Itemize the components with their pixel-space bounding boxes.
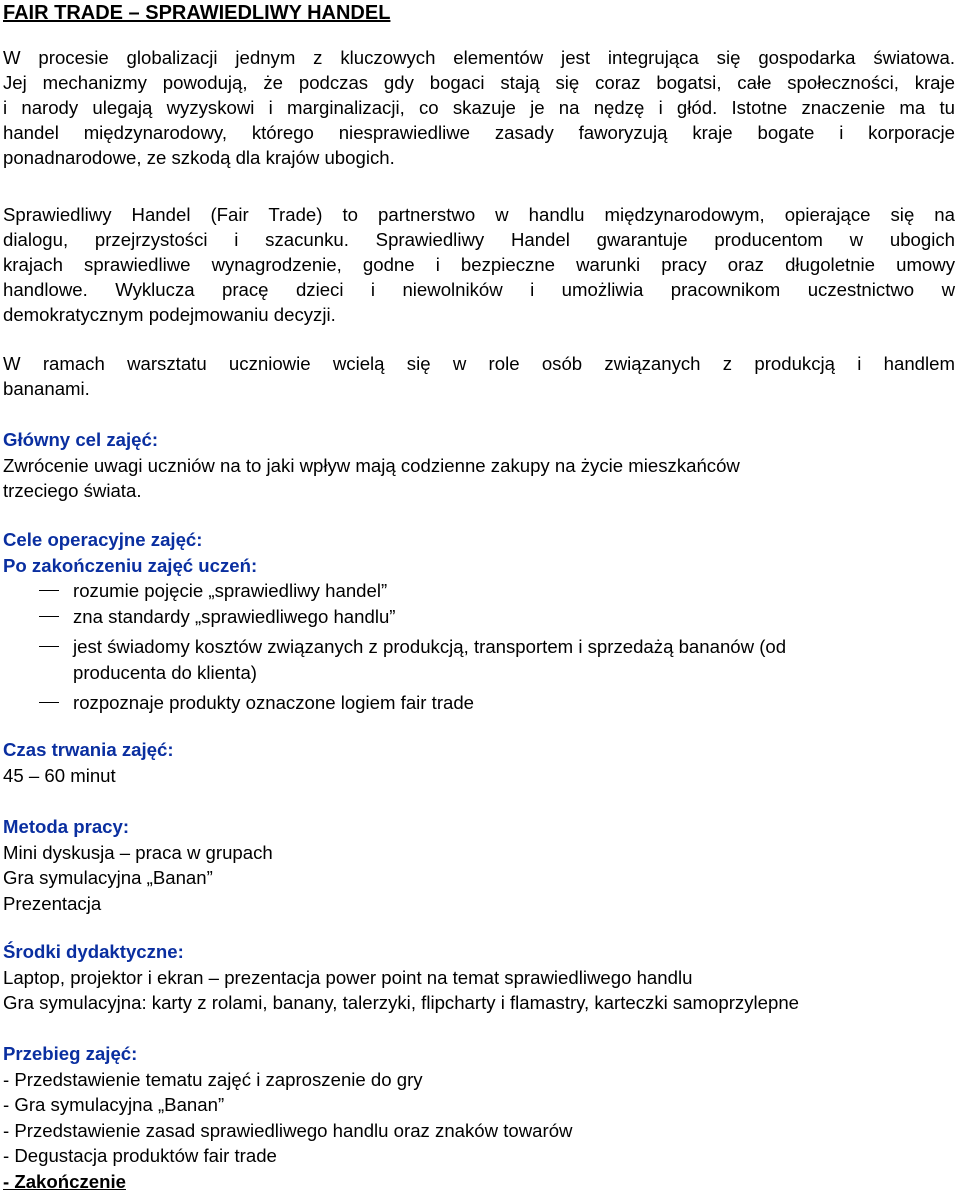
materials-heading: Środki dydaktyczne: [3, 939, 943, 965]
method-line: Prezentacja [3, 891, 943, 917]
course-line: - Gra symulacyjna „Banan” [3, 1092, 943, 1118]
course-line-final [3, 1169, 943, 1194]
course-line: - Degustacja produktów fair trade [3, 1143, 943, 1169]
goal-section [3, 427, 943, 504]
fairtrade-line: krajach sprawiedliwe wynagrodzenie, godne i bezpieczne warunki pracy oraz długoletnie umowy [3, 252, 955, 277]
course-line: - Przedstawienie tematu zajęć i zaproszenie do gry [3, 1067, 943, 1093]
materials-section [3, 939, 943, 1016]
list-item-text: zna standardy „sprawiedliwego handlu” [73, 604, 933, 630]
fairtrade-line: Sprawiedliwy Handel (Fair Trade) to partnerstwo w handlu międzynarodowym, opierające się na [3, 202, 955, 227]
fairtrade-line: demokratycznym podejmowaniu decyzji. [3, 302, 955, 327]
document-title: FAIR TRADE – SPRAWIEDLIWY HANDEL [3, 1, 390, 25]
dash-bullet-icon [39, 590, 59, 591]
duration-section [3, 737, 943, 788]
intro-line: Jej mechanizmy powodują, że podczas gdy bogaci stają się coraz bogatsi, całe społeczności, kraje [3, 70, 955, 95]
list-item-text: rozpoznaje produkty oznaczone logiem fair trade [73, 690, 933, 716]
objectives-heading: Cele operacyjne zajęć: [3, 527, 943, 553]
list-item [3, 578, 933, 604]
materials-line: Laptop, projektor i ekran – prezentacja power point na temat sprawiedliwego handlu [3, 965, 943, 991]
method-line: Gra symulacyjna „Banan” [3, 865, 943, 891]
method-section [3, 814, 943, 916]
objectives-subheading: Po zakończeniu zajęć uczeń: [3, 553, 943, 579]
workshop-line: bananami. [3, 376, 955, 401]
intro-paragraph [3, 45, 955, 170]
intro-line: handel międzynarodowy, którego niesprawiedliwe zasady faworyzują kraje bogate i korporacje [3, 120, 955, 145]
intro-line: W procesie globalizacji jednym z kluczowych elementów jest integrująca się gospodarka światowa. [3, 45, 955, 70]
fairtrade-line: handlowe. Wyklucza pracę dzieci i niewolników i umożliwia pracownikom uczestnictwo w [3, 277, 955, 302]
course-section [3, 1041, 943, 1194]
intro-line: ponadnarodowe, ze szkodą dla krajów ubogich. [3, 145, 955, 170]
method-line: Mini dyskusja – praca w grupach [3, 840, 943, 866]
fairtrade-paragraph [3, 202, 955, 327]
dash-bullet-icon [39, 702, 59, 703]
workshop-line: W ramach warsztatu uczniowie wcielą się w role osób związanych z produkcją i handlem [3, 351, 955, 376]
course-line: - Przedstawienie zasad sprawiedliwego handlu oraz znaków towarów [3, 1118, 943, 1144]
list-item [3, 690, 933, 716]
objectives-list [3, 578, 933, 716]
goal-heading: Główny cel zajęć: [3, 427, 943, 453]
goal-line: trzeciego świata. [3, 478, 943, 504]
method-heading: Metoda pracy: [3, 814, 943, 840]
intro-line: i narody ulegają wyzyskowi i marginalizacji, co skazuje je na nędzę i głód. Istotne znaczenie ma tu [3, 95, 955, 120]
list-item-text: jest świadomy kosztów związanych z produkcją, transportem i sprzedażą bananów (od [73, 634, 933, 660]
dash-bullet-icon [39, 646, 59, 647]
duration-value: 45 – 60 minut [3, 763, 943, 789]
list-item [3, 604, 933, 630]
list-item [3, 634, 933, 685]
objectives-section [3, 527, 943, 578]
list-item-text: producenta do klienta) [73, 660, 933, 686]
dash-bullet-icon [39, 616, 59, 617]
materials-line: Gra symulacyjna: karty z rolami, banany, talerzyki, flipcharty i flamastry, karteczki samoprzylepne [3, 990, 943, 1016]
fairtrade-line: dialogu, przejrzystości i szacunku. Sprawiedliwy Handel gwarantuje producentom w ubogich [3, 227, 955, 252]
course-final-text: - Zakończenie [3, 1171, 126, 1192]
goal-line: Zwrócenie uwagi uczniów na to jaki wpływ mają codzienne zakupy na życie mieszkańców [3, 453, 943, 479]
workshop-paragraph [3, 351, 955, 401]
course-heading: Przebieg zajęć: [3, 1041, 943, 1067]
duration-heading: Czas trwania zajęć: [3, 737, 943, 763]
list-item-text: rozumie pojęcie „sprawiedliwy handel” [73, 578, 933, 604]
